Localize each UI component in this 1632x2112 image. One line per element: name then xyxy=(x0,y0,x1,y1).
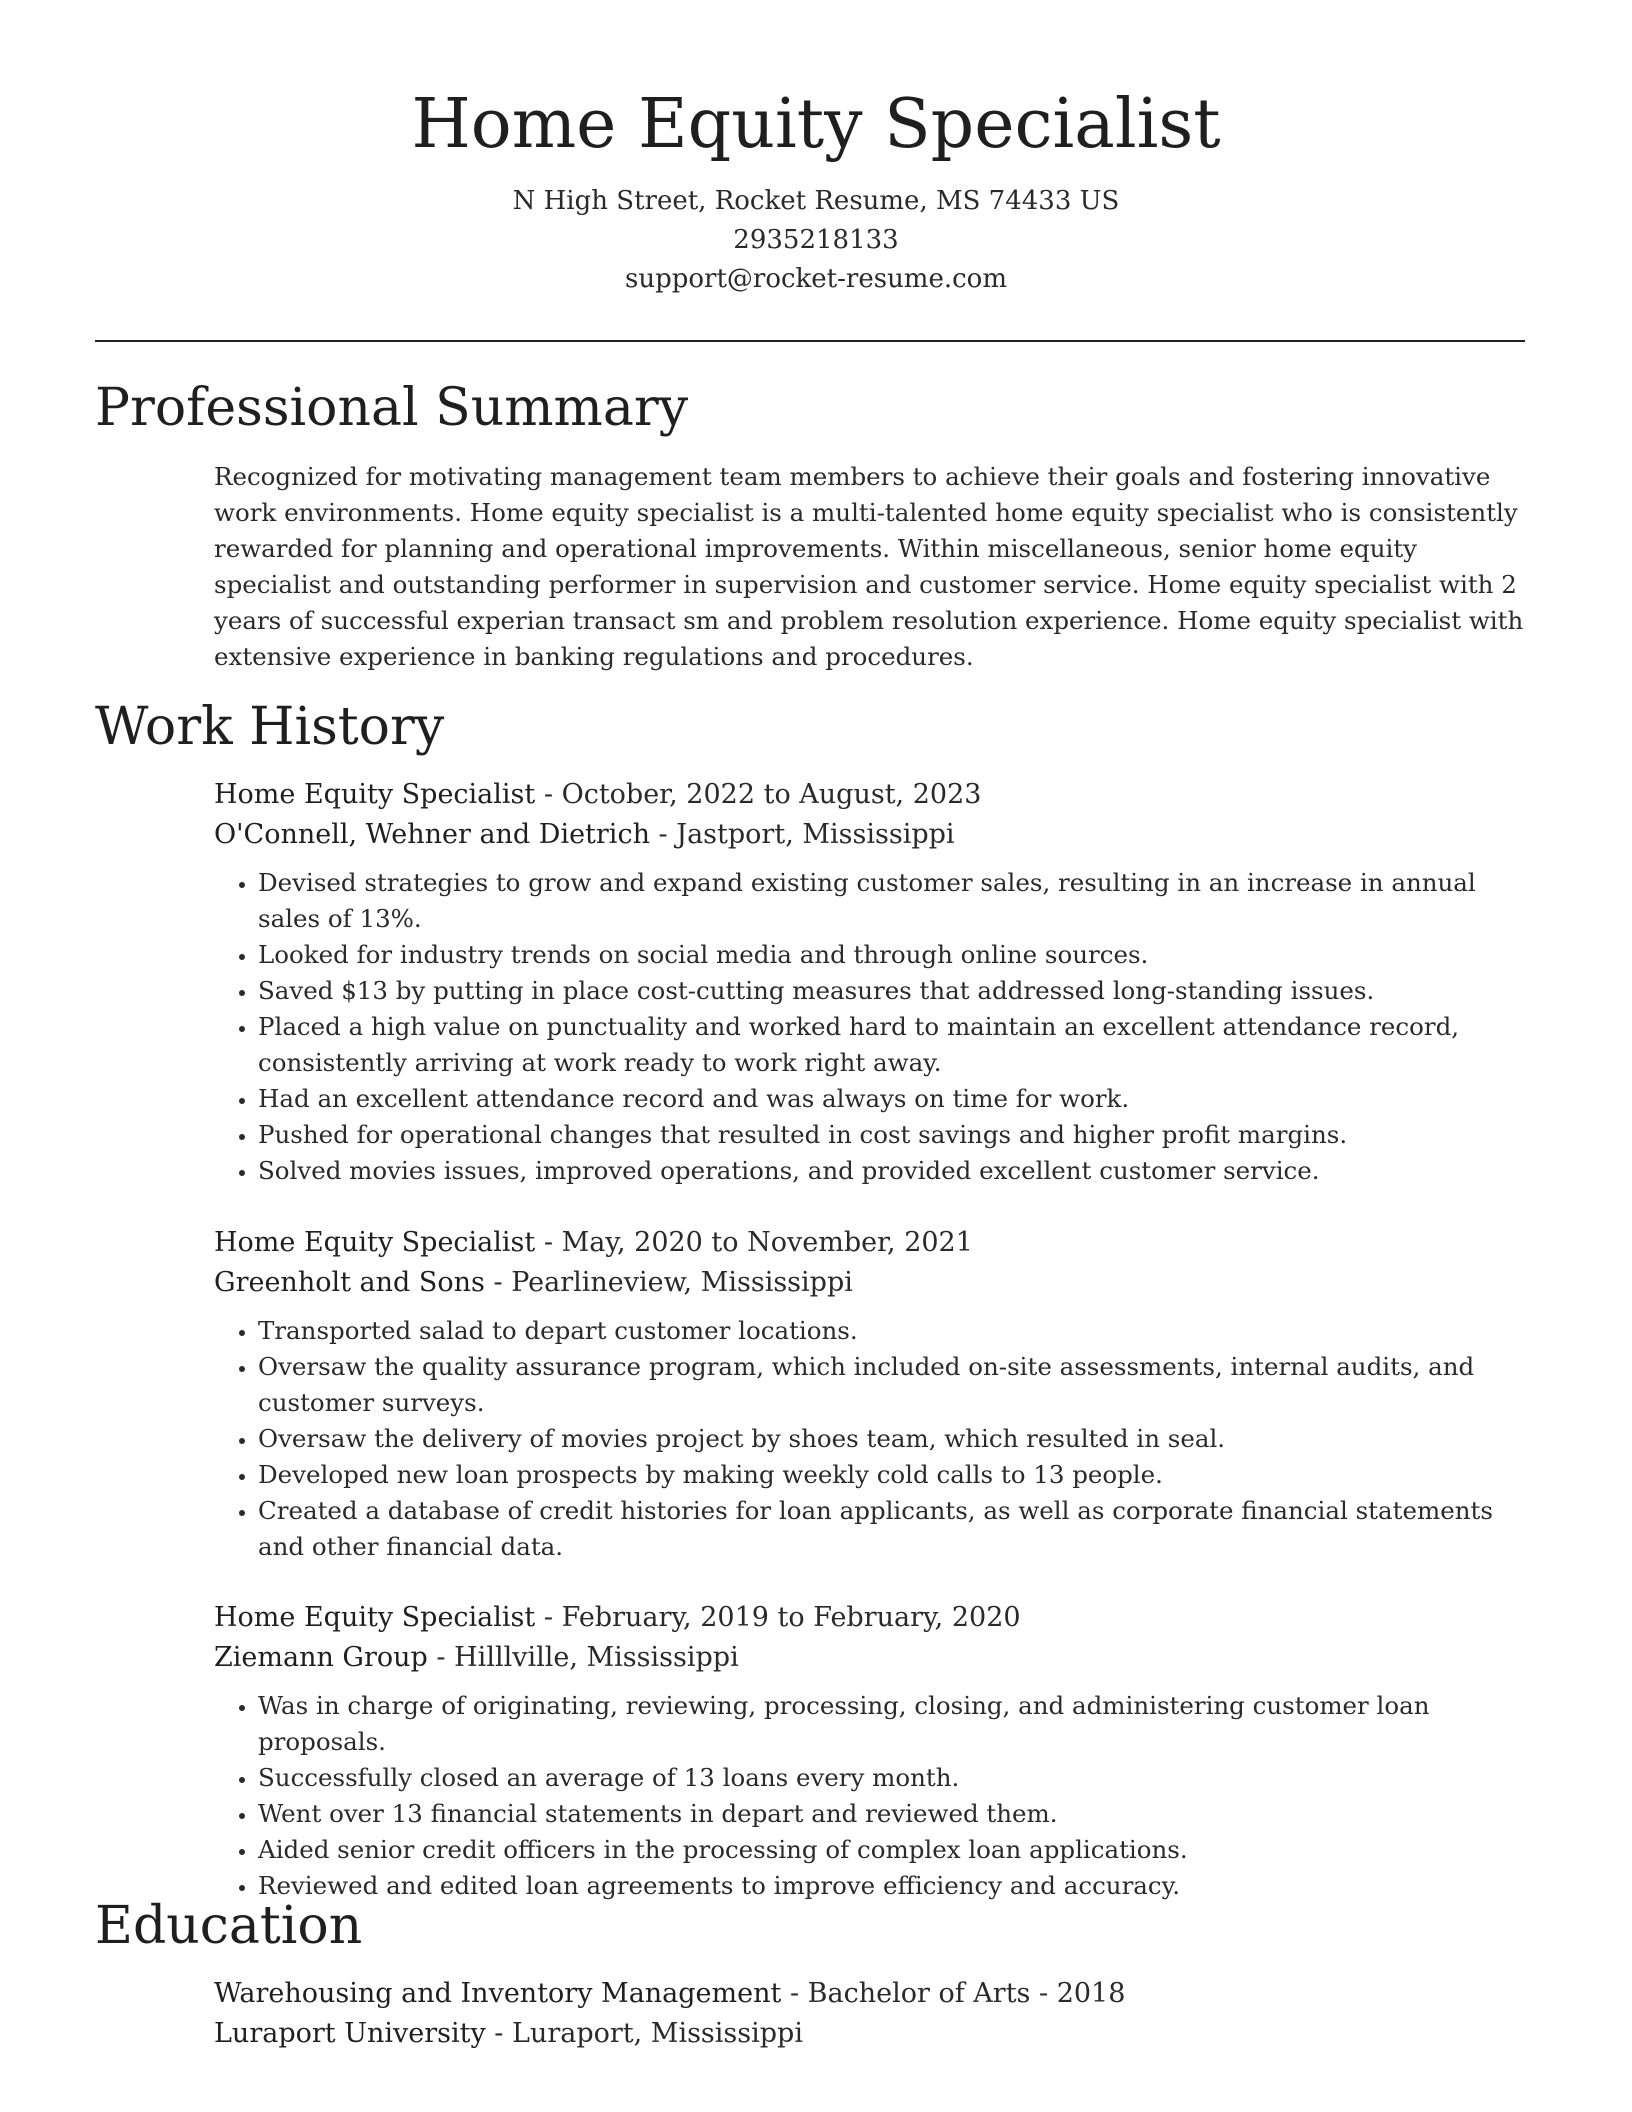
list-item: • Was in charge of originating, reviewing, processing, closing, and administering customer loan proposals. xyxy=(258,1688,1526,1760)
job-location: Jastport, Mississippi xyxy=(676,819,955,850)
email-text: support@rocket-resume.com xyxy=(624,264,1007,294)
separator: - xyxy=(1030,1978,1057,2009)
list-item: • Saved $13 by putting in place cost-cutting measures that addressed long-standing issues. xyxy=(258,973,1526,1009)
list-item: • Oversaw the quality assurance program, which included on-site assessments, internal audits, and customer surveys. xyxy=(258,1349,1526,1421)
company-name: O'Connell, Wehner and Dietrich xyxy=(214,819,650,850)
job-location: Pearlineview, Mississippi xyxy=(511,1267,853,1298)
list-item: • Pushed for operational changes that resulted in cost savings and higher profit margins. xyxy=(258,1117,1526,1153)
list-item: • Created a database of credit histories for loan applicants, as well as corporate financial statements and other financial data. xyxy=(258,1493,1526,1565)
list-item: • Transported salad to depart customer locations. xyxy=(258,1313,1526,1349)
graduation-year: 2018 xyxy=(1056,1978,1126,2009)
job-entry xyxy=(214,1223,1526,1565)
phone-text: 2935218133 xyxy=(733,225,899,255)
list-item: • Successfully closed an average of 13 loans every month. xyxy=(258,1760,1526,1796)
job-location: Hilllville, Mississippi xyxy=(454,1642,739,1673)
job-company-line xyxy=(214,1263,1526,1303)
separator: - xyxy=(535,1602,562,1633)
job-entry xyxy=(214,1598,1526,1904)
education-entry xyxy=(214,1974,1526,2054)
field-of-study: Warehousing and Inventory Management xyxy=(214,1978,782,2009)
list-item: • Reviewed and edited loan agreements to improve efficiency and accuracy. xyxy=(258,1868,1526,1904)
job-bullets xyxy=(214,865,1526,1189)
summary-heading: Professional Summary xyxy=(95,378,689,438)
job-title-line xyxy=(214,775,1526,815)
education-heading: Education xyxy=(95,1896,363,1956)
job-dates: May, 2020 to November, 2021 xyxy=(561,1227,973,1258)
address-text: N High Street, Rocket Resume, MS 74433 US xyxy=(512,186,1120,216)
summary-paragraph: Recognized for motivating management team members to achieve their goals and fostering innovative work environments. Home equity specialist is a multi-talented home equity specialist who is consistently rewarded for planning and operational improvements. Within miscellaneous, senior home equity specialist and outstanding performer in supervision and customer service. Home equity specialist with 2 years of successful experian transact sm and problem resolution experience. Home equity specialist with extensive experience in banking regulations and procedures. xyxy=(214,462,1524,671)
job-entry xyxy=(214,775,1526,1189)
school-name: Luraport University xyxy=(214,2018,486,2049)
job-title: Home Equity Specialist xyxy=(214,1227,536,1258)
list-item: • Solved movies issues, improved operations, and provided excellent customer service. xyxy=(258,1153,1526,1189)
company-name: Ziemann Group xyxy=(214,1642,428,1673)
job-company-line xyxy=(214,1638,1526,1678)
header-divider xyxy=(95,340,1525,342)
list-item: • Oversaw the delivery of movies project by shoes team, which resulted in seal. xyxy=(258,1421,1526,1457)
contact-block xyxy=(0,182,1632,299)
list-item: • Had an excellent attendance record and was always on time for work. xyxy=(258,1081,1526,1117)
school-location: Luraport, Mississippi xyxy=(512,2018,803,2049)
separator: - xyxy=(535,1227,562,1258)
list-item: • Placed a high value on punctuality and worked hard to maintain an excellent attendance record, consistently arriving at work ready to work right away. xyxy=(258,1009,1526,1081)
job-company-line xyxy=(214,815,1526,855)
list-item: • Developed new loan prospects by making weekly cold calls to 13 people. xyxy=(258,1457,1526,1493)
separator: - xyxy=(781,1978,808,2009)
separator: - xyxy=(535,779,562,810)
job-dates: October, 2022 to August, 2023 xyxy=(561,779,982,810)
separator: - xyxy=(484,1267,512,1298)
job-bullets xyxy=(214,1313,1526,1565)
education-school-line xyxy=(214,2014,1526,2054)
job-dates: February, 2019 to February, 2020 xyxy=(561,1602,1021,1633)
resume-header xyxy=(0,82,1632,299)
degree: Bachelor of Arts xyxy=(807,1978,1031,2009)
list-item: • Looked for industry trends on social media and through online sources. xyxy=(258,937,1526,973)
list-item: • Aided senior credit officers in the processing of complex loan applications. xyxy=(258,1832,1526,1868)
job-title-line xyxy=(214,1598,1526,1638)
list-item: • Devised strategies to grow and expand existing customer sales, resulting in an increase in annual sales of 13%. xyxy=(258,865,1526,937)
separator: - xyxy=(485,2018,513,2049)
job-bullets xyxy=(214,1688,1526,1904)
work-history-heading: Work History xyxy=(95,697,445,757)
candidate-name: Home Equity Specialist xyxy=(411,85,1221,164)
list-item: • Went over 13 financial statements in depart and reviewed them. xyxy=(258,1796,1526,1832)
separator: - xyxy=(649,819,677,850)
job-title: Home Equity Specialist xyxy=(214,779,536,810)
company-name: Greenholt and Sons xyxy=(214,1267,485,1298)
separator: - xyxy=(427,1642,455,1673)
job-title-line xyxy=(214,1223,1526,1263)
job-title: Home Equity Specialist xyxy=(214,1602,536,1633)
education-degree-line xyxy=(214,1974,1526,2014)
